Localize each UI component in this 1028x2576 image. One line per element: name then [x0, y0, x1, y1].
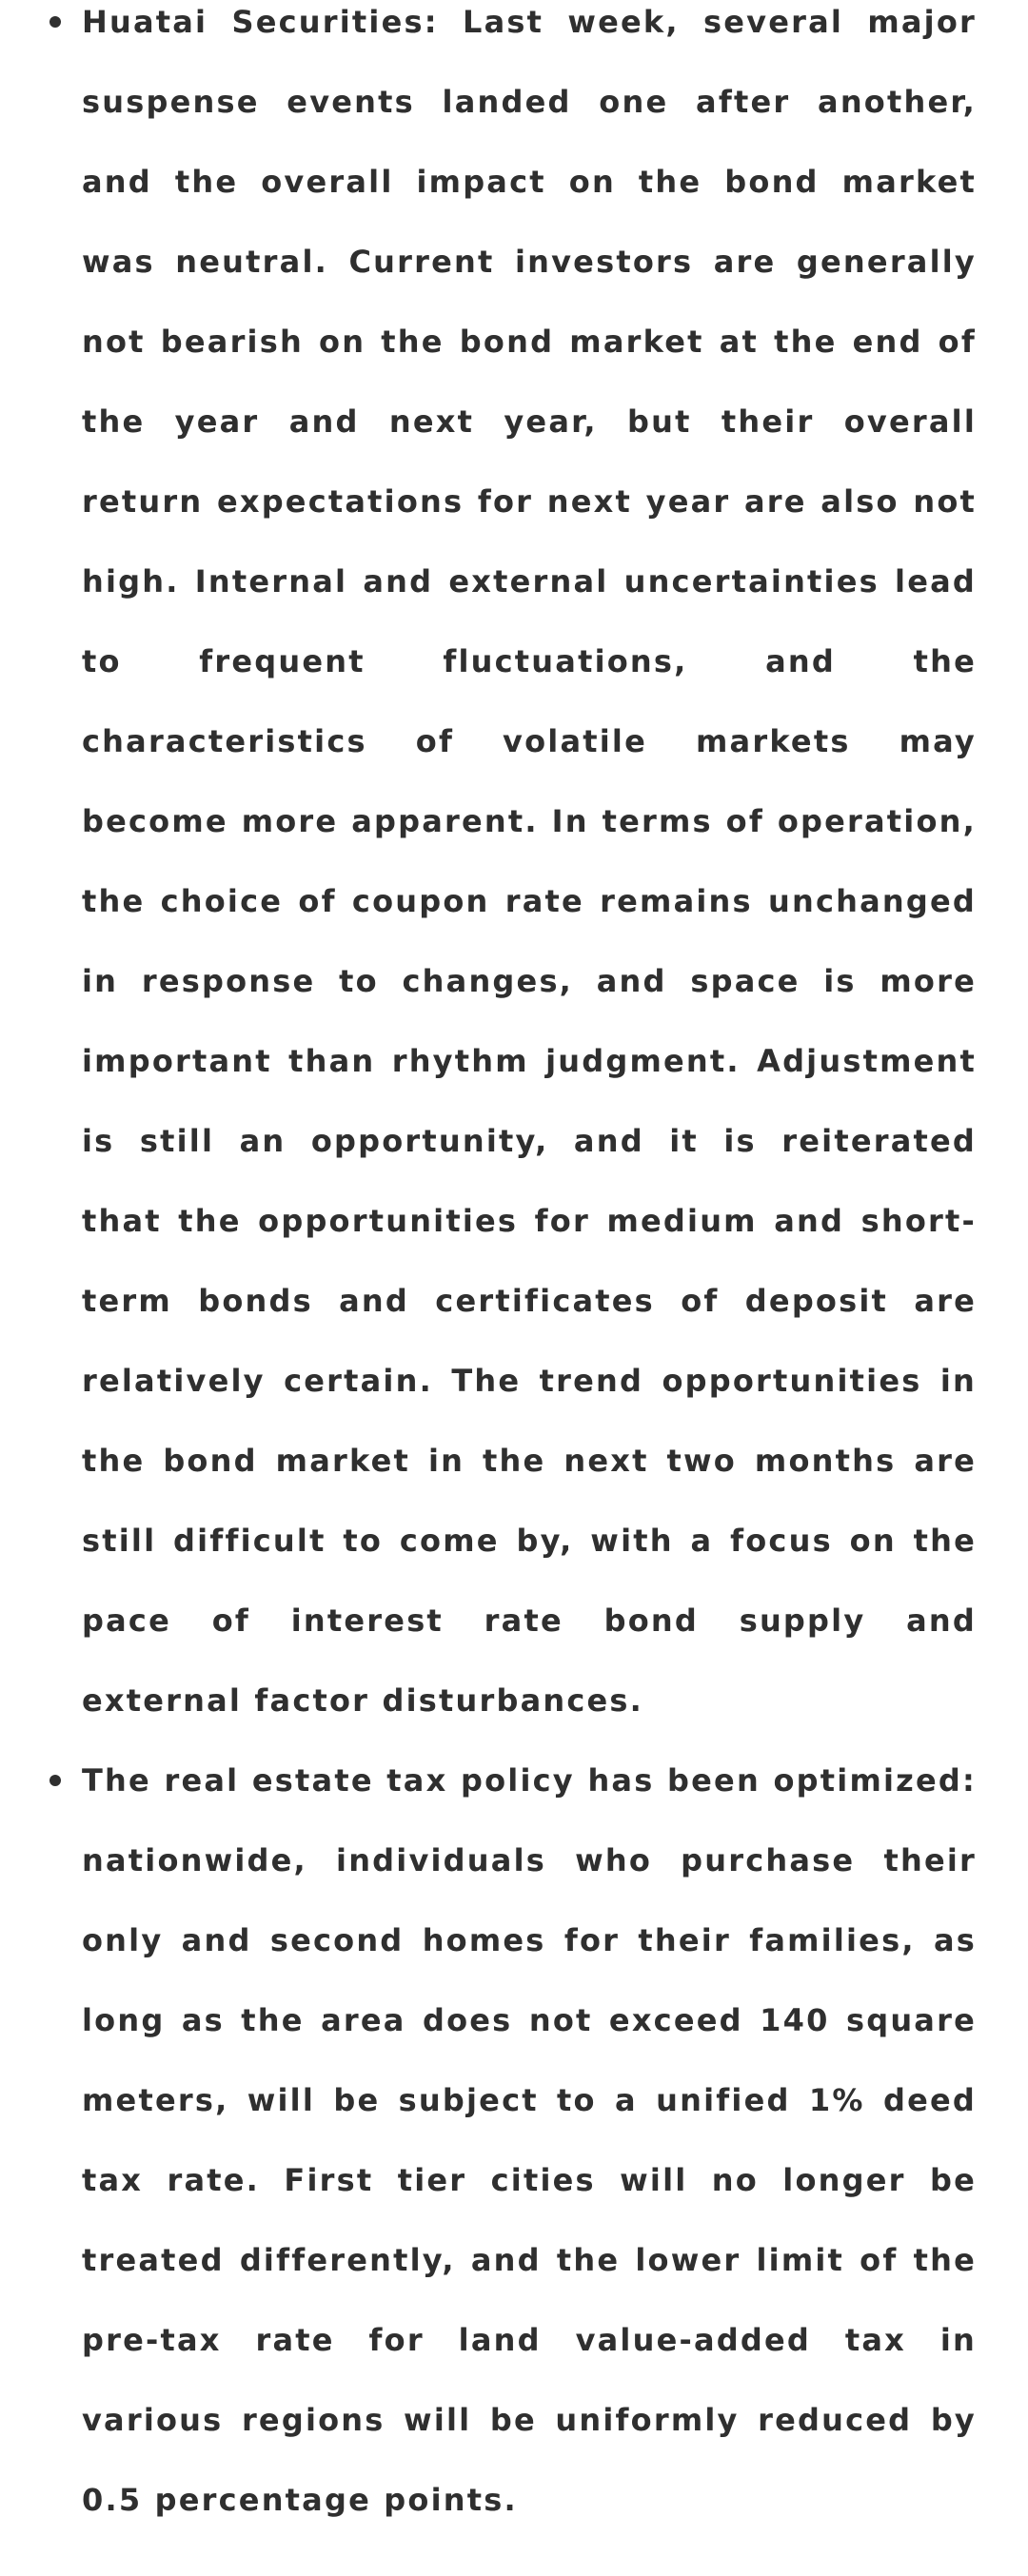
bullet-dot-icon [49, 1775, 61, 1786]
list-item-text: The real estate tax policy has been optimized: nationwide, individuals who purchase their only and second homes for their families, as long as the area does not exceed 140 square meters, will be subject to a unified 1% deed tax rate. First tier cities will no longer be treated differently, and the lower limit of the pre-tax rate for land value-added tax in various regions will be uniformly reduced by 0.5 percentage points. [82, 1762, 977, 2518]
list-item [0, 1740, 1028, 2540]
bullet-dot-icon [49, 16, 61, 28]
list-item-text: Huatai Securities: Last week, several major suspense events landed one after another, and the overall impact on the bond market was neutral. Current investors are generally not bearish on the bond market at the end of the year and next year, but their overall return expectations for next year are also not high. Internal and external uncertainties lead to frequent fluctuations, and the characteristics of volatile markets may become more apparent. In terms of operation, the choice of coupon rate remains unchanged in response to changes, and space is more important than rhythm judgment. Adjustment is still an opportunity, and it is reiterated that the opportunities for medium and short-term bonds and certificates of deposit are relatively certain. The trend opportunities in the bond market in the next two months are still difficult to come by, with a focus on the pace of interest rate bond supply and external factor disturbances. [82, 4, 977, 1719]
